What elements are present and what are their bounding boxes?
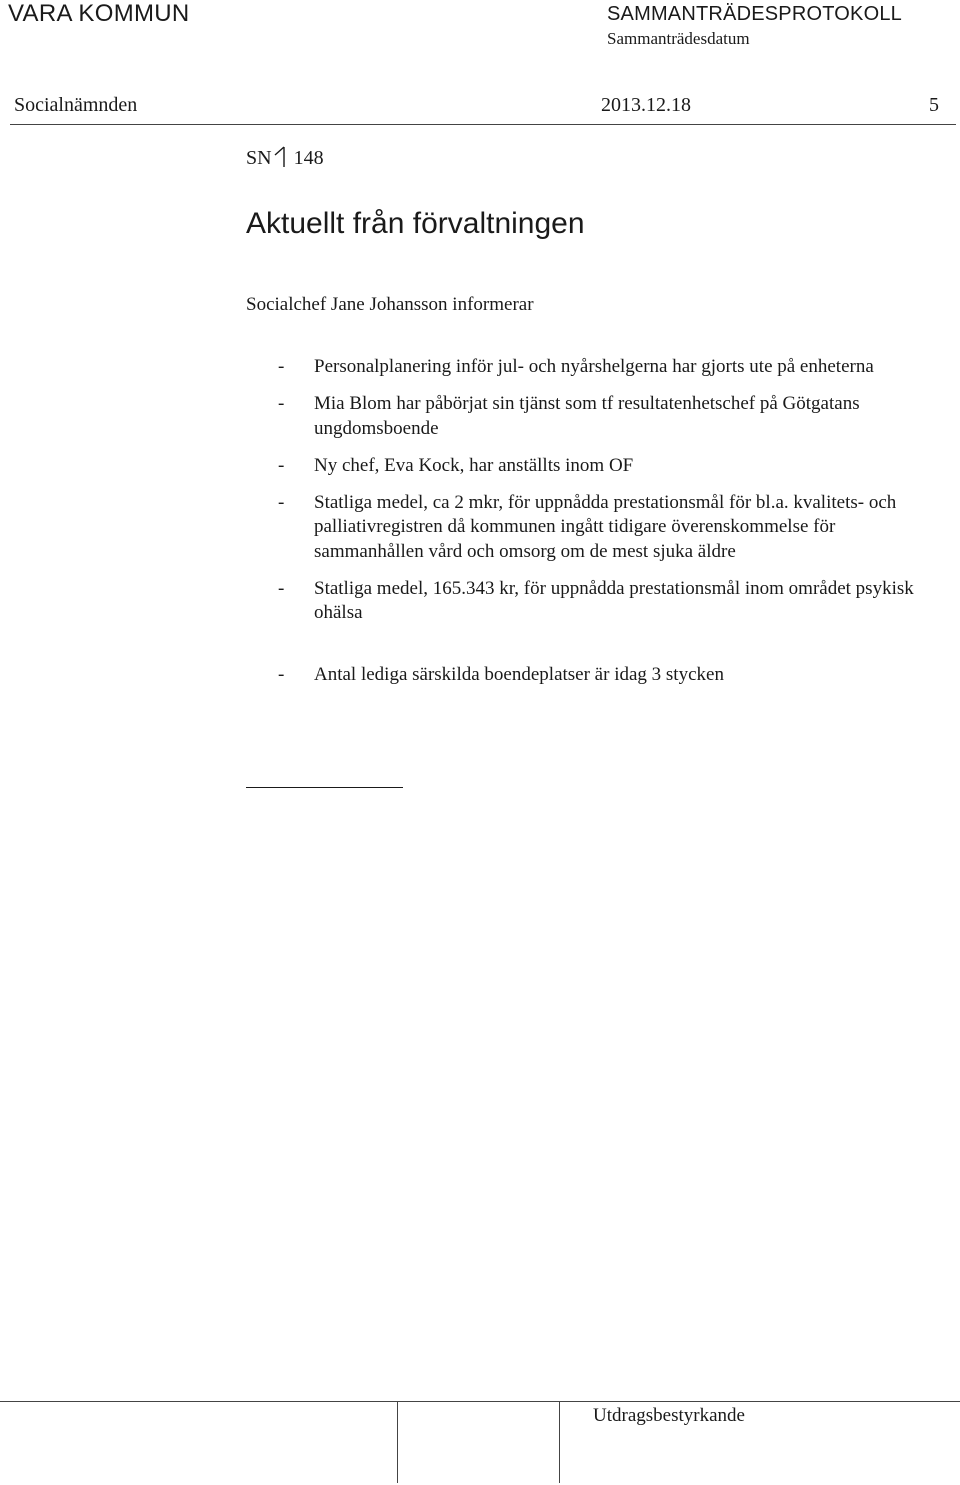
list-item xyxy=(278,355,938,380)
list-item-text: Statliga medel, ca 2 mkr, för uppnådda prestationsmål för bl.a. kvalitets- och palliativregistren då kommunen ingått tidigare överenskommelse för sammanhållen vård och omsorg om de mest sjuka äldre xyxy=(314,491,897,562)
list-item xyxy=(278,454,938,479)
list-item xyxy=(278,491,938,565)
page-number: 5 xyxy=(929,94,939,116)
list-item-text: Personalplanering inför jul- och nyårshelgerna har gjorts ute på enheterna xyxy=(314,356,874,377)
signature-box-divider xyxy=(397,1401,398,1483)
list-dash: - xyxy=(278,356,285,377)
list-item-text: Antal lediga särskilda boendeplatser är idag 3 stycken xyxy=(314,663,724,685)
information-list xyxy=(278,355,938,700)
list-dash: - xyxy=(278,393,285,414)
footer-divider xyxy=(0,1401,960,1402)
list-dash: - xyxy=(278,491,285,513)
header-divider xyxy=(10,124,956,125)
attestation-label: Utdragsbestyrkande xyxy=(593,1405,745,1426)
committee-name: Socialnämnden xyxy=(14,94,138,116)
case-number: 148 xyxy=(293,147,324,169)
section-mark-icon xyxy=(274,145,288,169)
list-item xyxy=(278,392,938,441)
page-title: Aktuellt från förvaltningen xyxy=(246,207,585,240)
intro-text: Socialchef Jane Johansson informerar xyxy=(246,294,534,315)
case-prefix: SN xyxy=(246,147,272,169)
list-dash: - xyxy=(278,577,285,599)
organization-name: VARA KOMMUN xyxy=(8,0,190,27)
document-type: SAMMANTRÄDESPROTOKOLL xyxy=(607,3,903,25)
signature-box-divider xyxy=(559,1401,560,1483)
section-end-rule xyxy=(246,787,403,788)
meeting-date: 2013.12.18 xyxy=(601,94,691,116)
list-item xyxy=(278,577,938,626)
list-item-text: Statliga medel, 165.343 kr, för uppnådda prestationsmål inom området psykisk ohälsa xyxy=(314,577,914,623)
list-item-text: Ny chef, Eva Kock, har anställts inom OF xyxy=(314,454,634,476)
list-dash: - xyxy=(278,663,285,685)
list-item xyxy=(278,663,938,688)
list-item-text: Mia Blom har påbörjat sin tjänst som tf resultatenhetschef på Götgatans ungdomsboende xyxy=(314,393,860,439)
list-dash: - xyxy=(278,454,285,476)
meeting-date-label: Sammanträdesdatum xyxy=(607,29,750,48)
